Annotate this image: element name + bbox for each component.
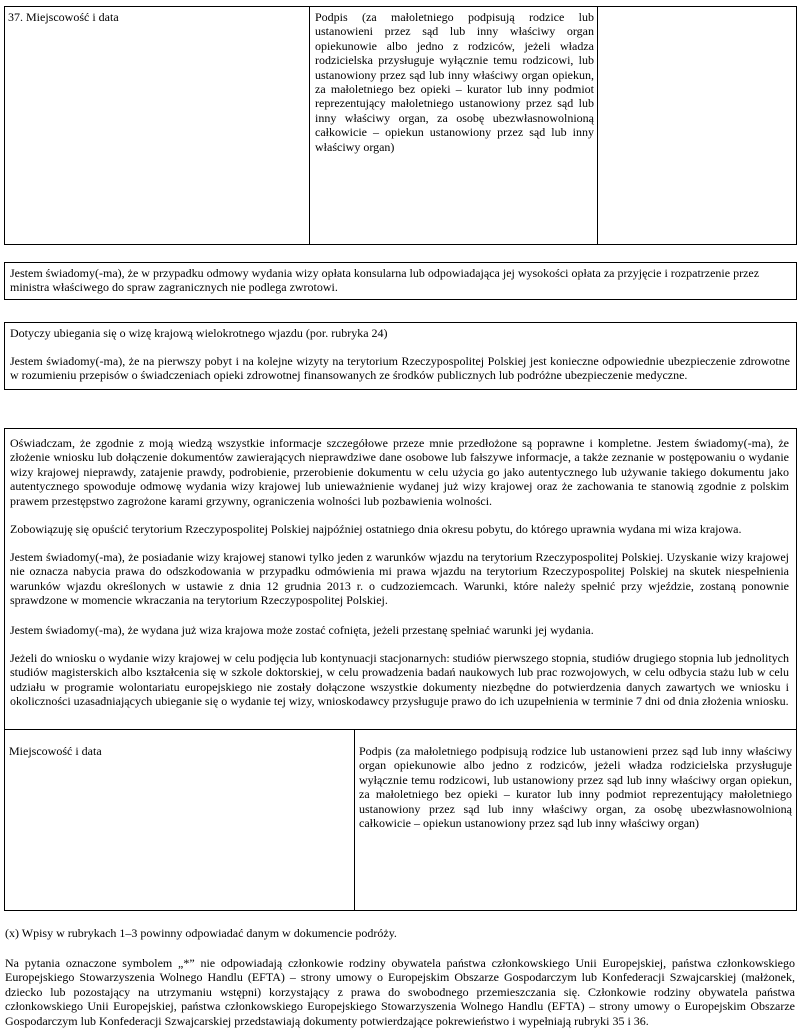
section37-signature-label: Podpis (za małoletniego podpisują rodzice lub ustanowieni przez sąd lub inny właściwy organ opiekunowie albo jedno z rodziców, jeżeli władza rodzicielska przysługuje wyłącznie temu rodzicowi, lub ustanowiony przez sąd lub inny właściwy organ opiekun, za małoletniego bez opieki – kurator lub inny podmiot reprezentujący małoletniego ustanowiony przez sąd lub inny właściwy organ, za osobę ubezwłasnowolnioną całkowicie – opiekun ustanowiony przez sąd lub inny właściwy organ) [315, 10, 594, 154]
final-place-date-cell[interactable] [4, 729, 355, 911]
declaration-paragraph: Zobowiązuję się opuścić terytorium Rzeczypospolitej Polskiej najpóźniej ostatniego dnia okresu pobytu, do którego uprawnia wydana mi wiza krajowa. [10, 522, 742, 536]
bottom-note: Na pytania oznaczone symbolem „*” nie odpowiadają członkowie rodziny obywatela państwa członkowskiego Unii Europejskiej, państwa członkowskiego Europejskiego Stowarzyszenia Wolnego Handlu (EFTA) – strony umowy o Europejskim Obszarze Gospodarczym lub Konfederacji Szwajcarskiej (małżonek, dziecko lub pozostający na utrzymaniu wstępni) korzystający z prawa do swobodnego przemieszczania się. Członkowie rodziny obywatela państwa członkowskiego Unii Europejskiej, państwa członkowskiego Europejskiego Stowarzyszenia Wolnego Handlu (EFTA) – strony umowy o Europejskim Obszarze Gospodarczym lub Konfederacji Szwajcarskiej przedstawiają dokumenty potwierdzające pokrewieństwo i wypełniają rubryki 35 i 36. [5, 956, 795, 1028]
footnote: (x) Wpisy w rubrykach 1–3 powinny odpowiadać danym w dokumencie podróży. [5, 926, 397, 940]
section37-signature-cell[interactable] [309, 6, 598, 245]
fee-notice-text: Jestem świadomy(-ma), że w przypadku odmowy wydania wizy opłata konsularna lub odpowiadająca jej wysokości opłata za przyjęcie i rozpatrzenie przez ministra właściwego do spraw zagranicznych nie podlega zwrotowi. [10, 266, 760, 295]
declaration-paragraph: Jestem świadomy(-ma), że posiadanie wizy krajowej stanowi tylko jeden z warunków wjazdu na terytorium Rzeczypospolitej Polskiej. Uzyskanie wizy krajowej nie oznacza nabycia prawa do odszkodowania w przypadku odmówienia mi prawa wjazdu na terytorium Rzeczypospolitej Polskiej na skutek niespełnienia warunków wjazdu określonych w ustawie z dnia 12 grudnia 2013 r. o cudzoziemcach. Warunki, które należy spełnić przy wjeździe, zostaną ponownie sprawdzone w momencie wkraczania na terytorium Rzeczypospolitej Polskiej. [10, 550, 789, 608]
multi-entry-heading: Dotyczy ubiegania się o wizę krajową wielokrotnego wjazdu (por. rubryka 24) [10, 326, 388, 340]
section37-place-date-cell[interactable] [4, 6, 310, 245]
multi-entry-text: Jestem świadomy(-ma), że na pierwszy pobyt i na kolejne wizyty na terytorium Rzeczypospolitej Polskiej jest konieczne odpowiednie ubezpieczenie zdrowotne w rozumieniu przepisów o świadczeniach opieki zdrowotnej finansowanych ze środków publicznych lub podróżne ubezpieczenie medyczne. [10, 354, 790, 383]
declaration-paragraph: Oświadczam, że zgodnie z moją wiedzą wszystkie informacje szczegółowe przeze mnie przedłożone są poprawne i kompletne. Jestem świadomy(-ma), że złożenie wniosku lub dołączenie dokumentów zawierających nieprawdziwe dane osobowe lub fałszywe informacje, a także zeznanie w postępowaniu o wydanie wizy krajowej nieprawdy, zatajenie prawdy, podrobienie, przerobienie dokumentu w celu użycia go jako autentycznego lub używanie takiego dokumentu jako autentycznego spowoduje odmowę wydania wizy krajowej lub unieważnienie wydanej już wizy krajowej oraz że zachowania te stanowią zgodnie z polskim prawem przestępstwo zagrożone karami grzywny, ograniczenia wolności lub pozbawienia wolności. [10, 436, 789, 508]
final-place-date-label: Miejscowość i data [9, 744, 102, 758]
section37-place-date-label: 37. Miejscowość i data [8, 10, 119, 24]
final-signature-cell[interactable] [354, 729, 797, 911]
declaration-paragraph: Jeżeli do wniosku o wydanie wizy krajowej w celu podjęcia lub kontynuacji stacjonarnych: studiów pierwszego stopnia, studiów drugiego stopnia lub jednolitych studiów magisterskich albo kształcenia się w szkole doktorskiej, w celu prowadzenia badań naukowych lub prac rozwojowych, w celu odbycia stażu lub w celu udziału w programie wolontariatu europejskiego nie zostały dołączone wszystkie dokumenty niezbędne do potwierdzenia danych zawartych we wniosku i okoliczności uzasadniających ubieganie się o wydanie tej wizy, wnioskodawcy przysługuje prawo do ich uzupełnienia w terminie 7 dni od dnia złożenia wniosku. [10, 651, 789, 709]
multi-entry-box [4, 322, 797, 390]
fee-notice-box [4, 262, 797, 300]
section37-blank-cell[interactable] [597, 6, 797, 245]
declaration-paragraph: Jestem świadomy(-ma), że wydana już wiza krajowa może zostać cofnięta, jeżeli przestanę spełniać warunki jej wydania. [10, 623, 594, 637]
declarations-box [4, 428, 797, 730]
final-signature-label: Podpis (za małoletniego podpisują rodzice lub ustanowieni przez sąd lub inny właściwy organ opiekunowie albo jedno z rodziców, jeżeli władza rodzicielska przysługuje wyłącznie temu rodzicowi, lub ustanowiony przez sąd lub inny właściwy organ opiekun, za małoletniego bez opieki – kurator lub inny podmiot reprezentujący małoletniego ustanowiony przez sąd lub inny właściwy organ, za osobę ubezwłasnowolnioną całkowicie – opiekun ustanowiony przez sąd lub inny właściwy organ) [359, 744, 792, 831]
